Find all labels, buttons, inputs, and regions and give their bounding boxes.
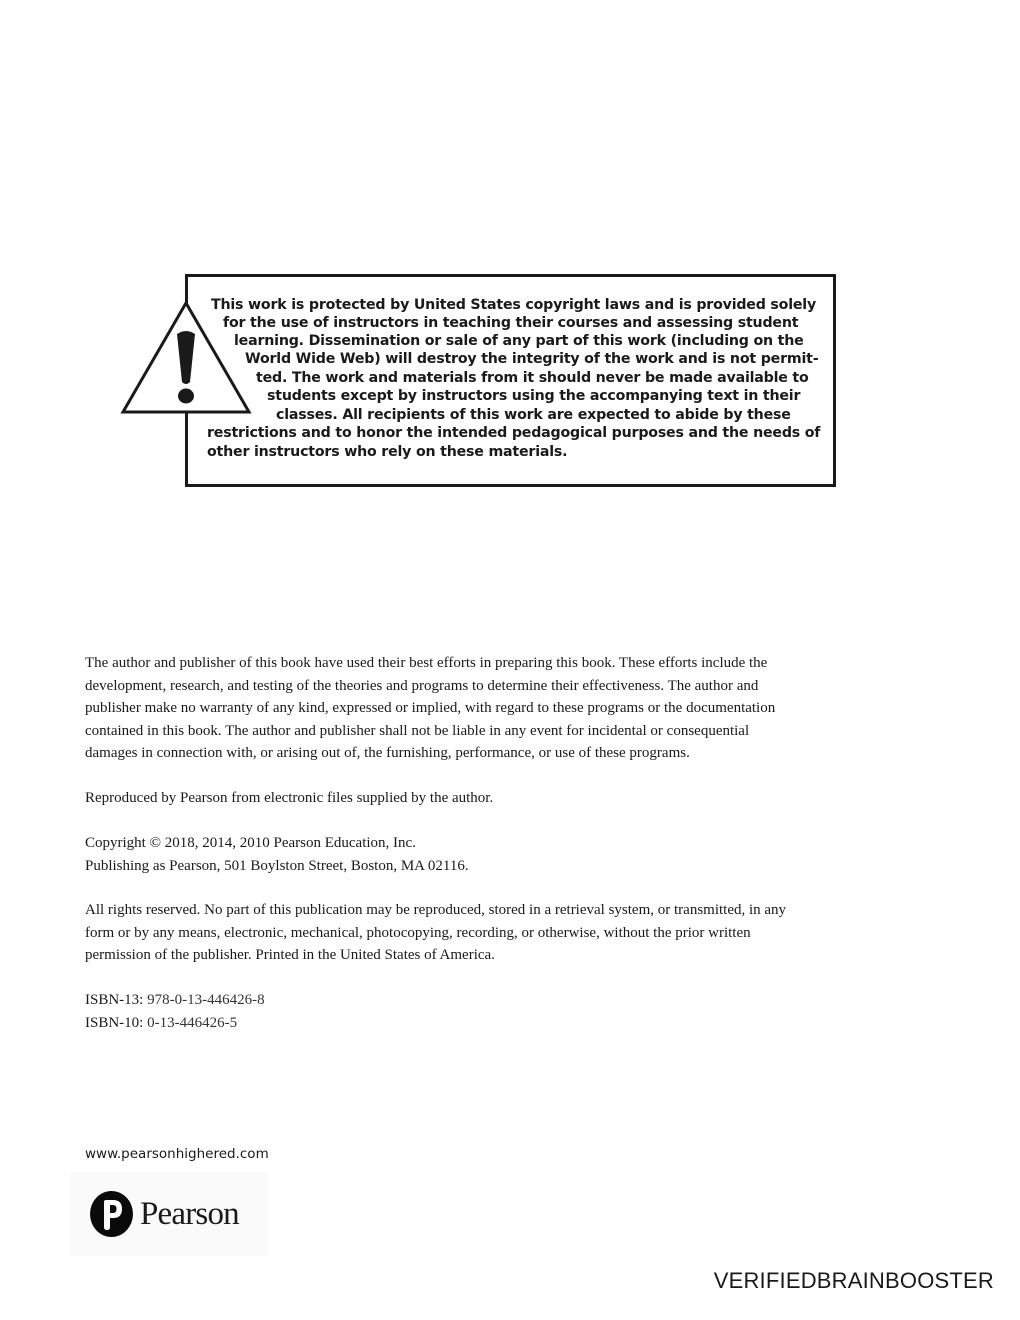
rights-line: permission of the publisher. Printed in the United States of America.	[85, 947, 495, 963]
reproduced-line: Reproduced by Pearson from electronic files supplied by the author.	[85, 790, 494, 806]
disclaimer-line: The author and publisher of this book have used their best efforts in preparing this book. These efforts include the	[85, 655, 768, 671]
isbn-block	[85, 989, 265, 1034]
pearson-p-logo-icon	[89, 1190, 134, 1238]
warning-text-line: other instructors who rely on these materials.	[207, 444, 568, 460]
warning-text-line: for the use of instructors in teaching their courses and assessing student	[223, 315, 799, 331]
warning-text-line: learning. Dissemination or sale of any part of this work (including on the	[234, 333, 804, 349]
rights-line: All rights reserved. No part of this publication may be reproduced, stored in a retrieval system, or transmitted, in any	[85, 902, 787, 918]
warning-text-line: ted. The work and materials from it should never be made available to	[256, 370, 809, 386]
warning-text-line: restrictions and to honor the intended pedagogical purposes and the needs of	[207, 425, 821, 441]
isbn-13-line	[85, 989, 265, 1012]
copyright-line: Copyright © 2018, 2014, 2010 Pearson Education, Inc.	[85, 835, 416, 851]
warning-text-line: World Wide Web) will destroy the integrity of the work and is not permit-	[245, 351, 819, 367]
pearson-wordmark: Pearson	[140, 1196, 239, 1232]
reproduced-statement	[85, 787, 493, 810]
watermark-text: VERIFIEDBRAINBOOSTER	[713, 1268, 994, 1293]
isbn-10-line	[85, 1012, 265, 1035]
isbn-10-value: 0-13-446426-5	[147, 1014, 238, 1031]
disclaimer-line: development, research, and testing of the theories and programs to determine their effectiveness. The author and	[85, 677, 759, 694]
pearson-logo	[70, 1172, 268, 1256]
disclaimer-paragraph	[85, 652, 775, 765]
copyright-block	[85, 832, 469, 877]
rights-reserved-paragraph	[85, 899, 786, 967]
publisher-address-line: Publishing as Pearson, 501 Boylston Street, Boston, MA 02116.	[85, 857, 469, 874]
disclaimer-line: publisher make no warranty of any kind, expressed or implied, with regard to these programs or the documentation	[85, 700, 776, 716]
isbn-10-label: ISBN-10:	[85, 1014, 144, 1031]
rights-line: form or by any means, electronic, mechanical, photocopying, recording, or otherwise, without the prior written	[85, 924, 751, 941]
isbn-13-label: ISBN-13:	[85, 992, 144, 1008]
disclaimer-line: contained in this book. The author and publisher shall not be liable in any event for incidental or consequential	[85, 722, 750, 739]
warning-text-line: This work is protected by United States copyright laws and is provided solely	[211, 297, 817, 313]
publisher-website-link[interactable]: www.pearsonhighered.com	[85, 1146, 269, 1162]
warning-text-line: classes. All recipients of this work are expected to abide by these	[276, 407, 791, 423]
isbn-13-value: 978-0-13-446426-8	[147, 992, 265, 1008]
disclaimer-line: damages in connection with, or arising out of, the furnishing, performance, or use of these programs.	[85, 745, 690, 761]
warning-text-line: students except by instructors using the accompanying text in their	[267, 388, 801, 404]
